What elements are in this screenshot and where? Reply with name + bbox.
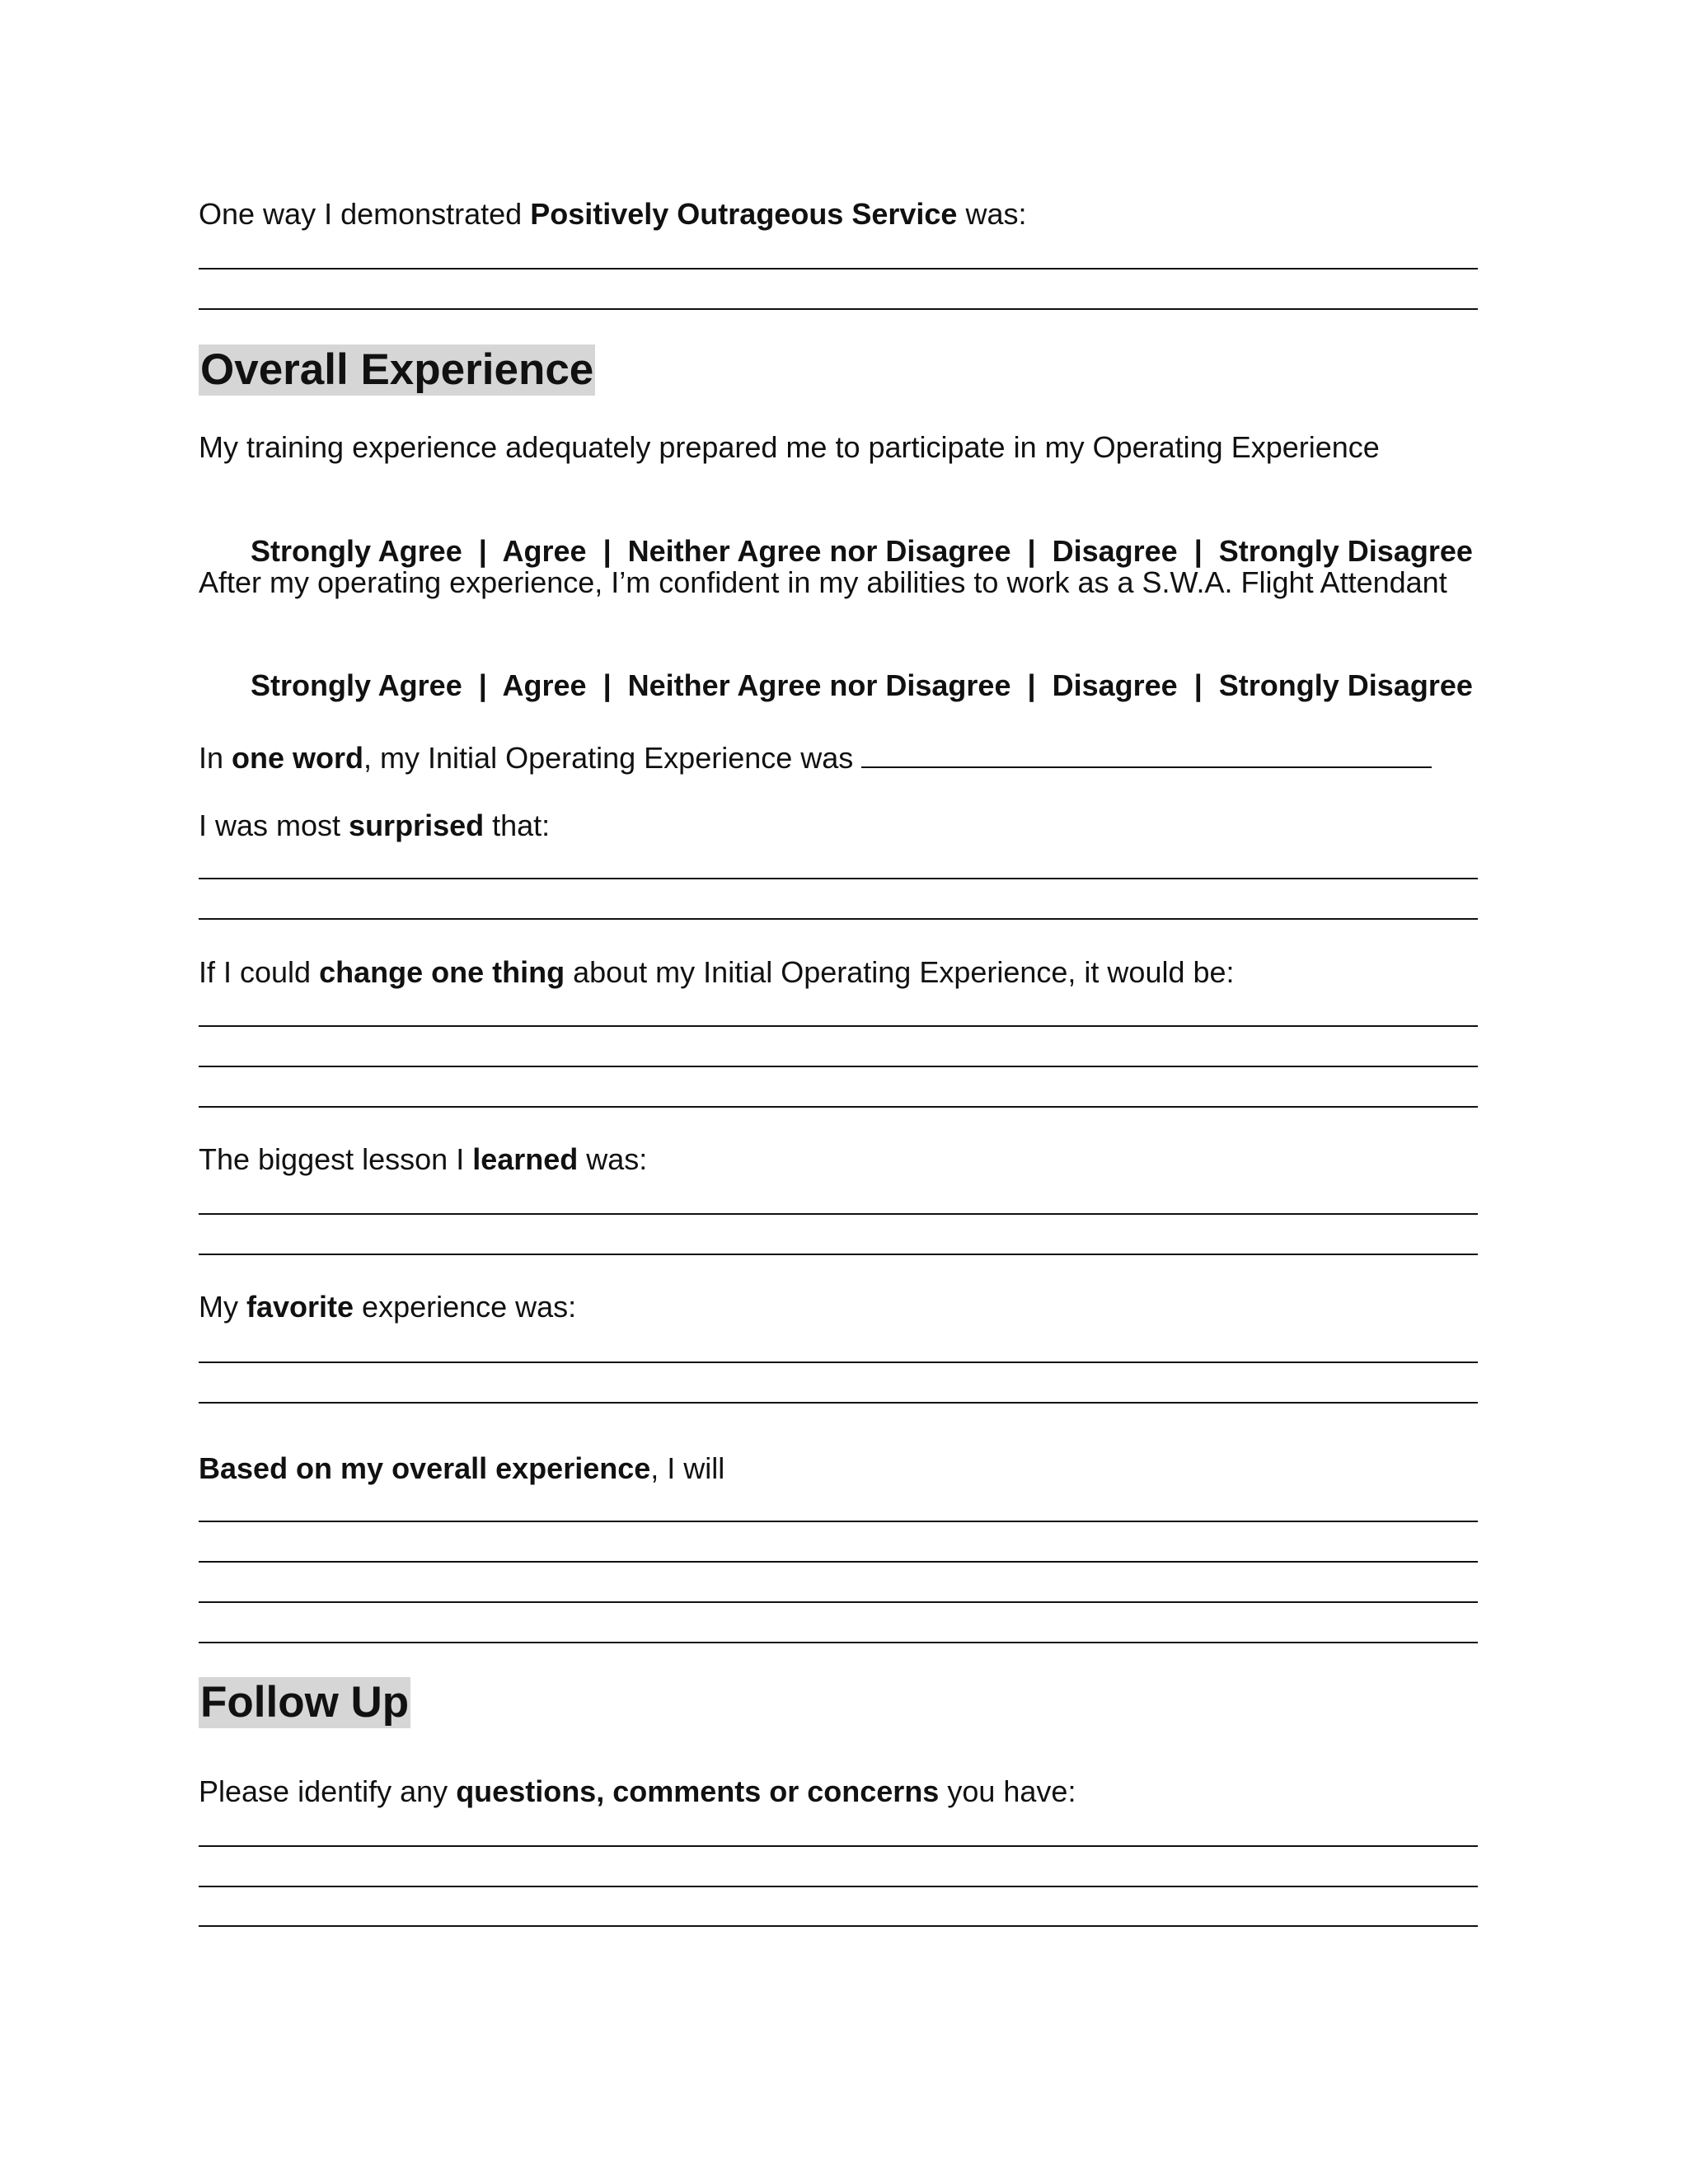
separator: | <box>1027 668 1036 702</box>
separator: | <box>603 534 612 568</box>
option-strongly-agree[interactable]: Strongly Agree <box>251 668 462 702</box>
separator: | <box>478 534 487 568</box>
question-text: experience was: <box>354 1290 577 1324</box>
question-text: Please identify any <box>199 1774 457 1808</box>
question-followup <box>199 1774 1076 1810</box>
likert-scale-confident <box>218 631 1473 740</box>
question-emphasis: change one thing <box>319 955 565 989</box>
option-strongly-disagree[interactable]: Strongly Disagree <box>1218 668 1473 702</box>
question-text: I was most <box>199 808 349 842</box>
separator: | <box>603 668 612 702</box>
option-neither[interactable]: Neither Agree nor Disagree <box>627 534 1011 568</box>
question-text: was: <box>957 197 1027 231</box>
answer-line[interactable] <box>199 1561 1478 1563</box>
question-confident: After my operating experience, I’m confident in my abilities to work as a S.W.A. Flight Attendant <box>199 565 1447 599</box>
question-pos-service <box>199 196 1026 232</box>
answer-line[interactable] <box>199 268 1478 269</box>
answer-line[interactable] <box>199 918 1478 920</box>
question-favorite <box>199 1289 576 1325</box>
answer-line[interactable] <box>199 308 1478 310</box>
option-agree[interactable]: Agree <box>502 668 587 702</box>
question-text: , my Initial Operating Experience was <box>363 741 854 775</box>
question-text: In <box>199 741 232 775</box>
section-heading-overall: Overall Experience <box>200 345 594 394</box>
question-text: The biggest lesson I <box>199 1142 473 1176</box>
separator: | <box>1193 534 1203 568</box>
question-text: was: <box>578 1142 648 1176</box>
separator: | <box>1193 668 1203 702</box>
question-change <box>199 954 1235 991</box>
answer-line[interactable] <box>199 878 1478 879</box>
question-emphasis: one word <box>232 741 364 775</box>
separator: | <box>478 668 487 702</box>
separator: | <box>1027 534 1036 568</box>
answer-line[interactable] <box>199 1361 1478 1363</box>
question-based-on <box>199 1451 724 1487</box>
option-strongly-disagree[interactable]: Strongly Disagree <box>1218 534 1473 568</box>
question-text: about my Initial Operating Experience, it would be: <box>565 955 1235 989</box>
question-text: , I will <box>650 1451 725 1485</box>
question-emphasis: surprised <box>349 808 485 842</box>
answer-line[interactable] <box>199 1886 1478 1887</box>
answer-line[interactable] <box>199 1845 1478 1847</box>
option-neither[interactable]: Neither Agree nor Disagree <box>627 668 1011 702</box>
answer-line[interactable] <box>199 1213 1478 1215</box>
answer-line[interactable] <box>199 1925 1478 1927</box>
answer-line[interactable] <box>199 1106 1478 1108</box>
question-training: My training experience adequately prepared me to participate in my Operating Experience <box>199 430 1380 464</box>
question-text: My <box>199 1290 246 1324</box>
question-surprised <box>199 808 550 844</box>
question-emphasis: questions, comments or concerns <box>456 1774 940 1808</box>
option-strongly-agree[interactable]: Strongly Agree <box>251 534 462 568</box>
answer-line[interactable] <box>199 1521 1478 1522</box>
answer-line[interactable] <box>199 1025 1478 1027</box>
answer-line[interactable] <box>199 1642 1478 1643</box>
question-lesson <box>199 1141 647 1178</box>
question-text: you have: <box>939 1774 1076 1808</box>
question-text: that: <box>484 808 551 842</box>
question-emphasis: Positively Outrageous Service <box>530 197 958 231</box>
option-agree[interactable]: Agree <box>502 534 587 568</box>
section-heading-follow-up: Follow Up <box>200 1678 410 1727</box>
answer-line[interactable] <box>199 1066 1478 1067</box>
question-text: If I could <box>199 955 320 989</box>
question-emphasis: favorite <box>246 1290 354 1324</box>
answer-line[interactable] <box>199 1254 1478 1255</box>
question-emphasis: Based on my overall experience <box>199 1451 651 1485</box>
answer-line[interactable] <box>199 1601 1478 1603</box>
option-disagree[interactable]: Disagree <box>1052 668 1178 702</box>
question-text: One way I demonstrated <box>199 197 531 231</box>
option-disagree[interactable]: Disagree <box>1052 534 1178 568</box>
one-word-answer-blank[interactable] <box>861 742 1432 768</box>
answer-line[interactable] <box>199 1402 1478 1404</box>
question-one-word <box>199 740 1432 776</box>
question-emphasis: learned <box>472 1142 579 1176</box>
